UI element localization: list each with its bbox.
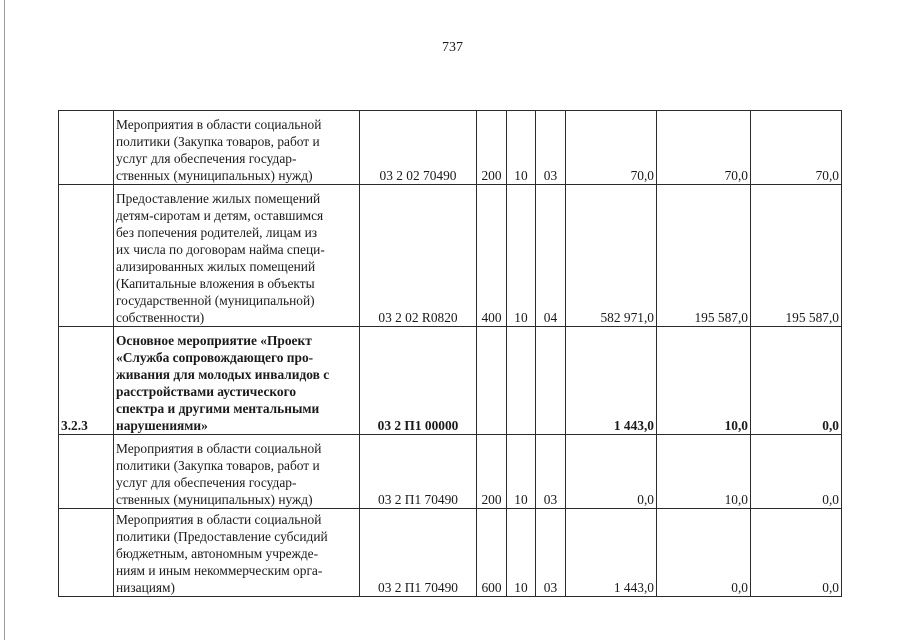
- amount-year3-cell: 0,0: [751, 435, 842, 509]
- target-code-cell: 03 2 П1 00000: [360, 327, 477, 435]
- description-cell: [114, 509, 360, 597]
- amount-year1-cell: 1 443,0: [566, 509, 657, 597]
- subsection-cell: 04: [536, 185, 566, 327]
- description-line: Мероприятия в области социальной: [116, 117, 322, 132]
- description-line: услуг для обеспечения государ-: [116, 475, 297, 490]
- description-line: расстройствами аустического: [116, 384, 297, 399]
- table-row: [59, 111, 842, 185]
- amount-year2-cell: 195 587,0: [657, 185, 751, 327]
- expense-type-cell: 200: [477, 435, 507, 509]
- amount-year2-cell: 70,0: [657, 111, 751, 185]
- section-cell: [507, 327, 536, 435]
- table-row: [59, 509, 842, 597]
- description-line: Мероприятия в области социальной: [116, 441, 322, 456]
- amount-year1-cell: 1 443,0: [566, 327, 657, 435]
- description-line: политики (Закупка товаров, работ и: [116, 458, 320, 473]
- budget-table: [58, 110, 842, 597]
- description-line: ниям и иным некоммерческим орга-: [116, 563, 323, 578]
- amount-year3-cell: 0,0: [751, 509, 842, 597]
- description-line: без попечения родителей, лицам из: [116, 225, 318, 240]
- description-line: услуг для обеспечения государ-: [116, 151, 297, 166]
- description-line: ализированных жилых помещений: [116, 259, 316, 274]
- section-cell: 10: [507, 435, 536, 509]
- description-line: бюджетным, автономным учрежде-: [116, 546, 319, 561]
- description-cell: [114, 111, 360, 185]
- description-line: низациям): [116, 580, 175, 595]
- amount-year3-cell: 70,0: [751, 111, 842, 185]
- expense-type-cell: [477, 327, 507, 435]
- section-cell: 10: [507, 111, 536, 185]
- description-line: Мероприятия в области социальной: [116, 512, 322, 527]
- page-number: 737: [442, 40, 463, 55]
- description-line: собственности): [116, 310, 205, 325]
- table-row: [59, 327, 842, 435]
- subsection-cell: 03: [536, 435, 566, 509]
- expense-type-cell: 600: [477, 509, 507, 597]
- description-line: их числа по договорам найма специ-: [116, 242, 325, 257]
- amount-year2-cell: 10,0: [657, 327, 751, 435]
- section-cell: 10: [507, 509, 536, 597]
- subsection-cell: 03: [536, 111, 566, 185]
- description-line: живания для молодых инвалидов с: [116, 367, 330, 382]
- description-line: государственной (муниципальной): [116, 293, 315, 308]
- description-cell: [114, 185, 360, 327]
- description-line: спектра и другими ментальными: [116, 401, 320, 416]
- row-number-cell: [59, 435, 114, 509]
- description-line: ственных (муниципальных) нужд): [116, 168, 313, 183]
- amount-year1-cell: 582 971,0: [566, 185, 657, 327]
- target-code-cell: 03 2 02 70490: [360, 111, 477, 185]
- row-number-cell: [59, 111, 114, 185]
- amount-year1-cell: 70,0: [566, 111, 657, 185]
- amount-year1-cell: 0,0: [566, 435, 657, 509]
- description-line: политики (Закупка товаров, работ и: [116, 134, 320, 149]
- subsection-cell: [536, 327, 566, 435]
- description-line: Основное мероприятие «Проект: [116, 333, 312, 348]
- description-line: нарушениями»: [116, 418, 208, 433]
- section-cell: 10: [507, 185, 536, 327]
- target-code-cell: 03 2 02 R0820: [360, 185, 477, 327]
- target-code-cell: 03 2 П1 70490: [360, 435, 477, 509]
- amount-year2-cell: 0,0: [657, 509, 751, 597]
- description-line: Предоставление жилых помещений: [116, 191, 321, 206]
- amount-year3-cell: 195 587,0: [751, 185, 842, 327]
- amount-year3-cell: 0,0: [751, 327, 842, 435]
- table-row: [59, 435, 842, 509]
- scan-left-edge: [4, 0, 5, 640]
- row-number-cell: [59, 509, 114, 597]
- description-line: (Капитальные вложения в объекты: [116, 276, 315, 291]
- expense-type-cell: 400: [477, 185, 507, 327]
- description-line: политики (Предоставление субсидий: [116, 529, 328, 544]
- table-row: [59, 185, 842, 327]
- description-line: ственных (муниципальных) нужд): [116, 492, 313, 507]
- subsection-cell: 03: [536, 509, 566, 597]
- description-line: «Служба сопровождающего про-: [116, 350, 314, 365]
- target-code-cell: 03 2 П1 70490: [360, 509, 477, 597]
- row-number-cell: 3.2.3: [59, 327, 114, 435]
- expense-type-cell: 200: [477, 111, 507, 185]
- description-cell: [114, 327, 360, 435]
- row-number-cell: [59, 185, 114, 327]
- description-cell: [114, 435, 360, 509]
- amount-year2-cell: 10,0: [657, 435, 751, 509]
- budget-table-body: [59, 111, 842, 597]
- description-line: детям-сиротам и детям, оставшимся: [116, 208, 324, 223]
